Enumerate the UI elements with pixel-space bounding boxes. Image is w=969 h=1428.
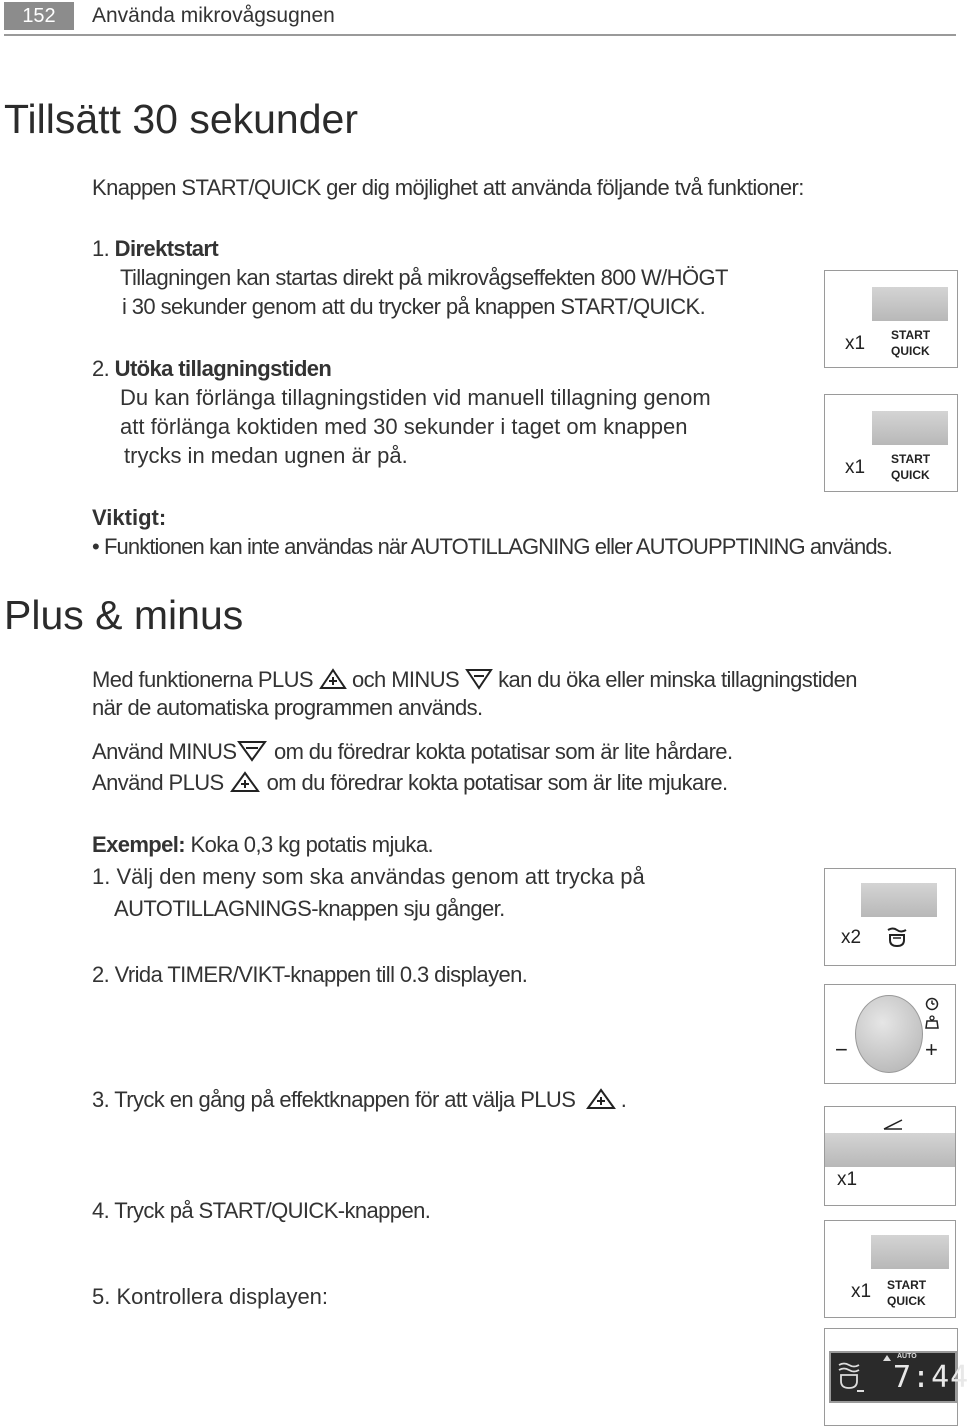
- step-4: 4. Tryck på START/QUICK-knappen.: [92, 1198, 431, 1223]
- plus-triangle-icon: [581, 1088, 621, 1110]
- p1-text-a: Med funktionerna PLUS: [92, 667, 313, 692]
- display-triangle-icon: [883, 1355, 891, 1361]
- item-2-line-3: trycks in medan ugnen är på.: [124, 443, 408, 468]
- lcd-display: [829, 1351, 969, 1403]
- item-1-number: 1.: [92, 236, 110, 261]
- step-1-line-1: 1. Välj den meny som ska användas genom att trycka på: [92, 864, 645, 889]
- auto-cook-display-icon: [835, 1361, 865, 1393]
- power-press-count: x1: [837, 1169, 858, 1190]
- press-count-3: x1: [851, 1281, 872, 1302]
- item-1-line-1: Tillagningen kan startas direkt på mikrovågseffekten 800 W/HÖGT: [120, 265, 728, 290]
- auto-press-count: x2: [841, 927, 862, 948]
- weight-icon: [924, 1015, 940, 1029]
- p3-text-b: om du föredrar kokta potatisar som är lite mjukare.: [266, 770, 728, 795]
- auto-cook-icon: [885, 926, 909, 948]
- p2-text-a: Använd MINUS: [92, 739, 237, 764]
- start-label: START: [887, 1278, 927, 1292]
- plus-minus-paragraph-line-2: när de automatiska programmen används.: [92, 695, 483, 720]
- start-label: START: [891, 328, 931, 342]
- knob-minus-label: −: [835, 1037, 848, 1062]
- item-1-heading: [92, 234, 218, 263]
- page-number: 152: [4, 2, 74, 30]
- power-level-icon: [883, 1117, 903, 1131]
- start-quick-panel-3: [824, 1220, 956, 1318]
- step-3: [92, 1085, 626, 1114]
- minus-triangle-icon: [236, 740, 268, 762]
- plus-minus-paragraph-line-1: [92, 665, 857, 694]
- important-note: • Funktionen kan inte användas när AUTOTILLAGNING eller AUTOUPPTINING används.: [92, 534, 892, 559]
- timer-weight-knob-panel: [824, 984, 956, 1084]
- step-5: 5. Kontrollera displayen:: [92, 1284, 329, 1309]
- header-rule: [4, 34, 956, 36]
- start-quick-label-3: [887, 1277, 926, 1309]
- power-button[interactable]: [825, 1133, 955, 1167]
- start-quick-panel-2: [824, 394, 958, 492]
- minus-triangle-icon: [465, 668, 493, 690]
- intro-text: Knappen START/QUICK ger dig möjlighet att använda följande två funktioner:: [92, 175, 804, 200]
- p1-text-c: kan du öka eller minska tillagningstiden: [498, 667, 857, 692]
- start-quick-button-2[interactable]: [872, 411, 948, 445]
- display-auto-badge: AUTO: [897, 1353, 917, 1360]
- step-3-period: .: [620, 1087, 627, 1112]
- start-quick-label-1: [891, 327, 930, 359]
- start-quick-panel-1: [824, 270, 958, 368]
- start-label: START: [891, 452, 931, 466]
- item-2-line-1: Du kan förlänga tillagningstiden vid manuell tillagning genom: [120, 385, 711, 410]
- section-heading-plus-minus: Plus & minus: [4, 592, 244, 638]
- quick-label: QUICK: [891, 468, 930, 482]
- example-line: [92, 830, 433, 859]
- item-2-heading: [92, 354, 331, 383]
- section-heading-add-30-seconds: Tillsätt 30 sekunder: [4, 96, 358, 142]
- start-quick-button-1[interactable]: [872, 287, 948, 321]
- knob-plus-label: +: [925, 1037, 938, 1062]
- timer-weight-knob[interactable]: [855, 995, 923, 1073]
- plus-triangle-icon: [229, 771, 261, 793]
- example-text: Koka 0,3 kg potatis mjuka.: [190, 832, 433, 857]
- power-panel: [824, 1106, 956, 1206]
- auto-cook-button[interactable]: [861, 883, 937, 917]
- item-1-title: Direktstart: [114, 236, 219, 261]
- auto-menu-panel: [824, 868, 956, 966]
- item-1-line-2: i 30 sekunder genom att du trycker på knappen START/QUICK.: [122, 294, 706, 319]
- item-2-title: Utöka tillagningstiden: [114, 356, 332, 381]
- important-label: Viktigt:: [92, 505, 167, 530]
- clock-icon: [925, 997, 939, 1011]
- start-quick-button-3[interactable]: [871, 1235, 949, 1269]
- p2-text-b: om du föredrar kokta potatisar som är lite hårdare.: [273, 739, 733, 764]
- display-time: 7:44: [893, 1360, 969, 1395]
- use-minus-line: [92, 737, 732, 766]
- p1-text-b: och MINUS: [352, 667, 460, 692]
- running-header: Använda mikrovågsugnen: [92, 4, 335, 27]
- p3-text-a: Använd PLUS: [92, 770, 224, 795]
- example-label: Exempel:: [92, 832, 186, 857]
- use-plus-line: [92, 768, 728, 797]
- press-count-1: x1: [845, 333, 866, 354]
- start-quick-label-2: [891, 451, 930, 483]
- display-panel: [824, 1328, 969, 1426]
- step-1-line-2: AUTOTILLAGNINGS-knappen sju gånger.: [114, 896, 505, 921]
- plus-triangle-icon: [319, 668, 347, 690]
- item-2-number: 2.: [92, 356, 110, 381]
- step-2: 2. Vrida TIMER/VIKT-knappen till 0.3 displayen.: [92, 962, 528, 987]
- quick-label: QUICK: [891, 344, 930, 358]
- step-3-text: 3. Tryck en gång på effektknappen för att välja PLUS: [92, 1087, 576, 1112]
- press-count-2: x1: [845, 457, 866, 478]
- item-2-line-2: att förlänga koktiden med 30 sekunder i taget om knappen: [120, 414, 688, 439]
- quick-label: QUICK: [887, 1294, 926, 1308]
